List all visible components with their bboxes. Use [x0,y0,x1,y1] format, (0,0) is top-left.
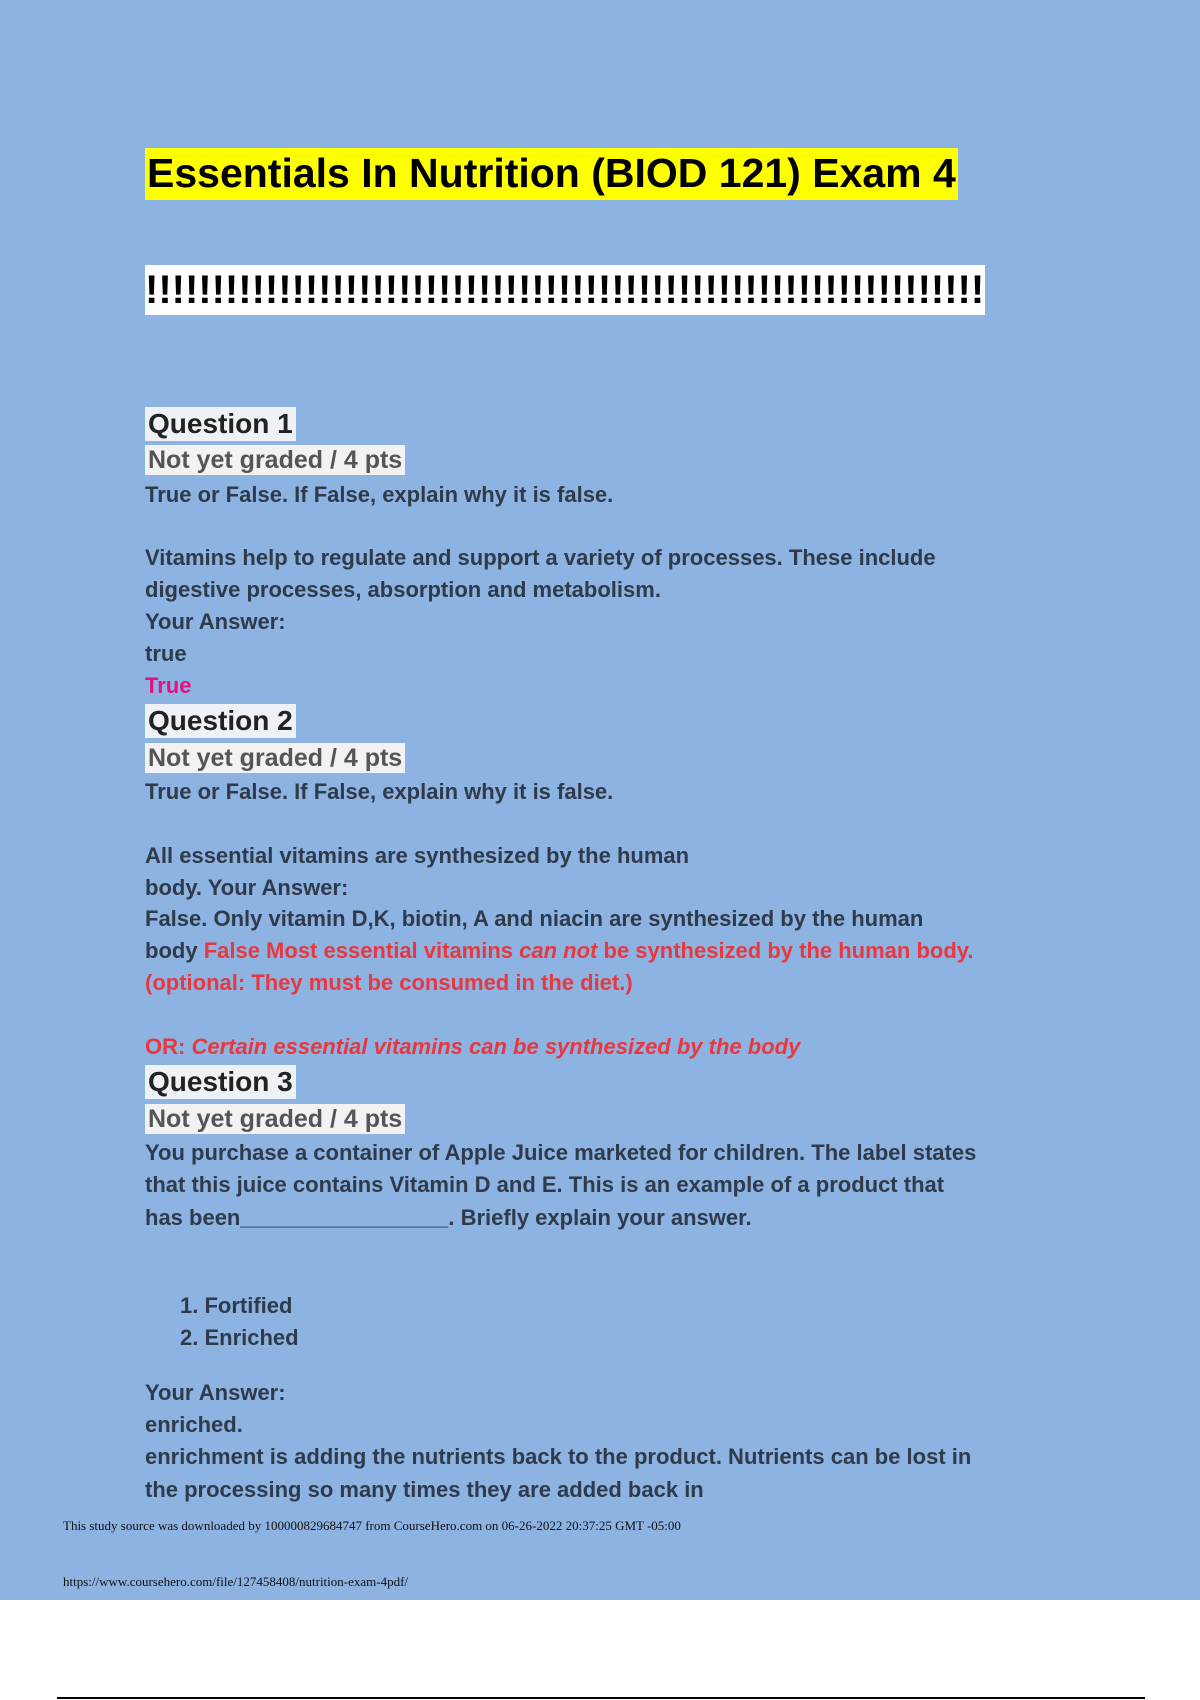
page-divider [57,1697,1145,1699]
question-3-option-2: 2. Enriched [180,1325,299,1350]
question-2-prompt-line1: All essential vitamins are synthesized by the human [145,843,690,868]
question-3-explain-line1: enrichment is adding the nutrients back to the product. Nutrients can be lost in [145,1444,972,1469]
question-3-prompt-line1: You purchase a container of Apple Juice marketed for children. The label states [145,1140,977,1165]
footer-url[interactable]: https://www.coursehero.com/file/127458408/nutrition-exam-4pdf/ [63,1574,409,1589]
question-2-heading: Question 2 [145,704,296,738]
question-1-key: True [145,673,192,698]
question-2-or-text: Certain essential vitamins can be synthesized by the body [191,1034,801,1059]
question-2-key-part1: False Most essential vitamins [203,938,514,963]
question-2-or-line [145,1031,1075,1063]
footer-source-note: This study source was downloaded by 100000829684747 from CourseHero.com on 06-26-2022 20:37:25 GMT -05:00 [63,1518,681,1533]
question-2-grade: Not yet graded / 4 pts [145,743,405,773]
question-3-answer: enriched. [145,1412,243,1437]
question-1-heading: Question 1 [145,407,296,441]
question-3-option-1: 1. Fortified [180,1293,293,1318]
question-2-answer-line2 [145,935,1075,967]
question-3-prompt-line2: that this juice contains Vitamin D and E. This is an example of a product that [145,1172,945,1197]
question-1-prompt-line2: digestive processes, absorption and metabolism. [145,577,661,602]
question-3-prompt-line3: has been_________________. Briefly explain your answer. [145,1205,752,1230]
question-1-grade: Not yet graded / 4 pts [145,445,405,475]
question-2-answer-line1: False. Only vitamin D,K, biotin, A and niacin are synthesized by the human [145,906,924,931]
question-2-instruction: True or False. If False, explain why it is false. [145,779,614,804]
question-2-key-line2: (optional: They must be consumed in the diet.) [145,970,633,995]
question-1-answer: true [145,641,187,666]
question-1-answer-label: Your Answer: [145,609,286,634]
question-1-prompt-line1: Vitamins help to regulate and support a variety of processes. These include [145,545,936,570]
question-3-heading: Question 3 [145,1065,296,1099]
exclamation-banner: !!!!!!!!!!!!!!!!!!!!!!!!!!!!!!!!!!!!!!!!!!!!!!!!!!!!!!!!!!!!!!! [145,265,985,315]
question-1-instruction: True or False. If False, explain why it is false. [145,482,614,507]
question-2-prompt-line2: body. Your Answer: [145,875,349,900]
question-2-or-label: OR: [145,1034,186,1059]
question-2-key-part2: be synthesized by the human body. [603,938,974,963]
document-title: Essentials In Nutrition (BIOD 121) Exam 4 [145,148,958,200]
question-3-explain-line2: the processing so many times they are added back in [145,1477,704,1502]
question-3-grade: Not yet graded / 4 pts [145,1104,405,1134]
question-2-answer-body: body [145,938,198,963]
question-2-key-italic: can not [519,938,598,963]
question-3-answer-label: Your Answer: [145,1380,286,1405]
